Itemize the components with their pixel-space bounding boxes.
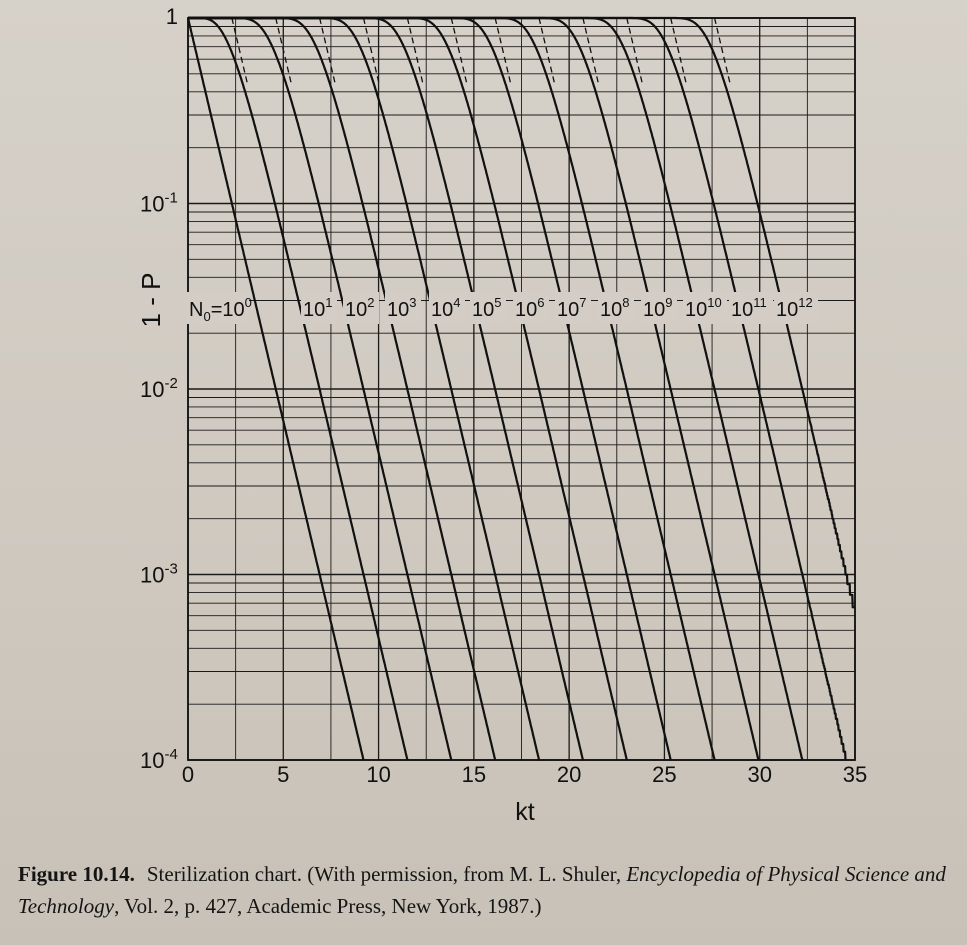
series-label: $10^7$ (557, 295, 587, 321)
series-label: $10^4$ (431, 295, 461, 321)
series-label: $10^2$ (345, 295, 375, 321)
x-axis-label: kt (515, 798, 535, 826)
y-tick-label: $10^{-2}$ (140, 375, 178, 402)
series-label: $10^6$ (515, 295, 545, 321)
x-tick-label: 35 (842, 762, 868, 787)
caption-text: Sterilization chart. (With permission, from M. L. Shuler, (146, 862, 627, 886)
x-tick-label: 30 (747, 762, 772, 787)
y-tick-label: $10^{-1}$ (140, 189, 178, 217)
series-label: $10^9$ (643, 295, 673, 321)
figure-number: Figure 10.14. (18, 862, 135, 886)
x-tick-label: 20 (556, 762, 582, 787)
series-label: $10^{12}$ (776, 295, 813, 321)
x-tick-label: 15 (461, 762, 487, 787)
y-axis-label: 1 - P (136, 272, 166, 328)
y-tick-label: 1 (165, 4, 178, 29)
series-label: $10^8$ (600, 295, 630, 321)
x-tick-label: 5 (277, 762, 290, 787)
series-label: $10^{10}$ (685, 295, 722, 321)
series-label: $10^1$ (303, 295, 333, 321)
tick-labels (140, 4, 867, 787)
caption-source-details: , Vol. 2, p. 427, Academic Press, New York, 1987.) (114, 894, 542, 918)
x-tick-label: 10 (366, 762, 391, 787)
series-label: $10^3$ (387, 295, 417, 321)
x-tick-label: 0 (181, 762, 195, 787)
figure-caption (18, 858, 953, 922)
series-label: $N_0=10^0$ (189, 295, 252, 324)
series-label: $10^5$ (472, 295, 502, 321)
caption-source-title: Encyclopedia of Physical Science and Technology (18, 862, 946, 918)
series-label: $10^{11}$ (731, 295, 767, 321)
y-tick-label: $10^{-3}$ (140, 560, 178, 588)
series-labels (187, 292, 818, 324)
y-tick-label: $10^{-4}$ (140, 746, 178, 773)
x-tick-label: 25 (652, 762, 677, 787)
